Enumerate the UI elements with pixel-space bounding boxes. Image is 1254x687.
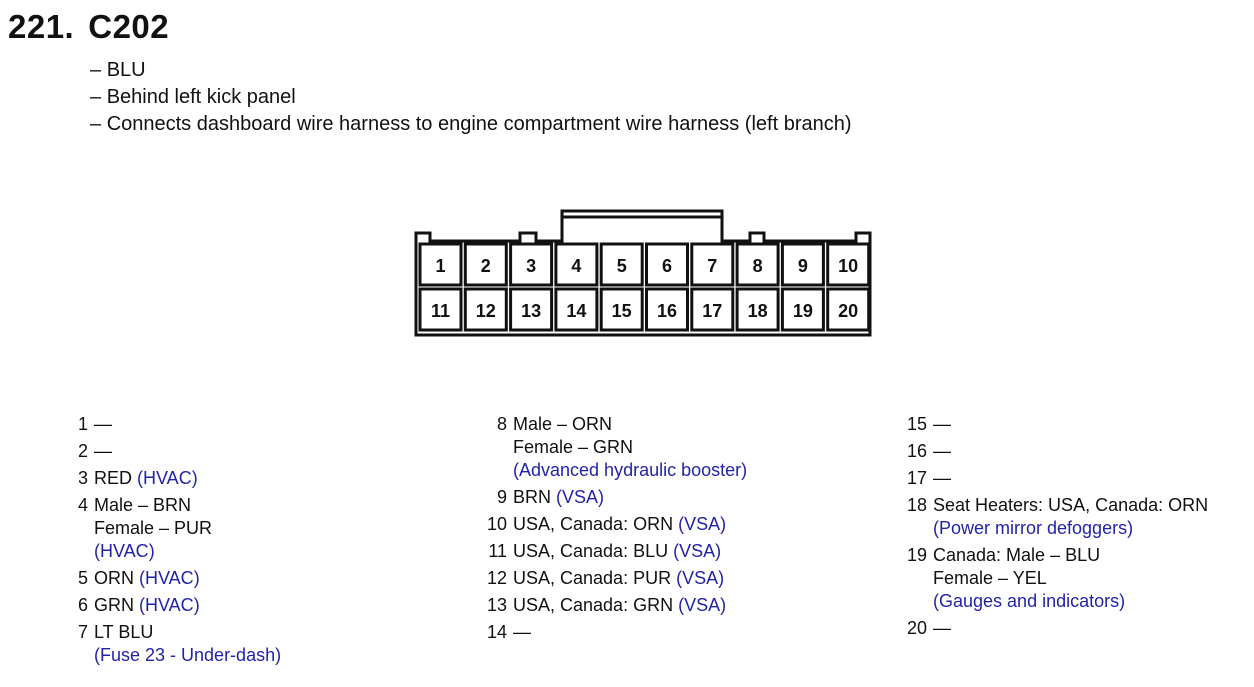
connector-color: – BLU (90, 57, 852, 84)
pin-description (513, 594, 747, 617)
pin-list-column-2 (473, 413, 747, 648)
wire-info: USA, Canada: PUR (513, 568, 672, 588)
wire-info: — (933, 441, 951, 461)
pin-entry (473, 513, 747, 536)
pin-entry (58, 413, 281, 436)
wire-info: Seat Heaters: USA, Canada: ORN (933, 495, 1209, 515)
pin-entry (473, 567, 747, 590)
pin-entry (893, 467, 1208, 490)
circuit-system-label: ( VSA ) (676, 568, 724, 588)
pin-description-line (933, 467, 1208, 490)
circuit-system-label: ( HVAC ) (94, 541, 155, 561)
pin-entry (58, 567, 281, 590)
pin-number: 9 (496, 487, 507, 507)
pin-cavity-label: 8 (752, 256, 763, 276)
pin-cavity-label: 15 (611, 301, 632, 321)
pin-description (513, 513, 747, 536)
wire-info: Canada: Male – BLU (933, 545, 1101, 565)
pin-cavity-label: 4 (571, 256, 582, 276)
pin-description (933, 440, 1208, 463)
pin-description-line (513, 459, 747, 482)
pin-number: 13 (486, 595, 507, 615)
wire-info: BRN (513, 487, 552, 507)
connector-name: C202 (88, 8, 170, 45)
circuit-system-label: ( Power mirror defoggers ) (933, 518, 1133, 538)
pin-cavity-label: 7 (707, 256, 718, 276)
pin-entry (893, 413, 1208, 436)
pin-number: 17 (906, 468, 927, 488)
pin-number: 14 (486, 622, 507, 642)
wire-info: USA, Canada: BLU (513, 541, 669, 561)
wire-info: USA, Canada: ORN (513, 514, 674, 534)
pin-description-line (513, 594, 747, 617)
pin-grid (420, 244, 869, 330)
pin-description (94, 567, 281, 590)
pin-description-line (933, 590, 1208, 613)
pin-number: 2 (77, 441, 88, 461)
pin-description (513, 413, 747, 482)
pin-entry (473, 486, 747, 509)
wire-info: — (513, 622, 531, 642)
wire-info: ORN (94, 568, 134, 588)
pin-cavity-label: 6 (661, 256, 673, 276)
pin-number: 4 (77, 495, 88, 515)
pin-entry (58, 440, 281, 463)
pin-number: 18 (906, 495, 927, 515)
pin-entry (58, 467, 281, 490)
pin-description (933, 544, 1208, 613)
pin-entry (893, 440, 1208, 463)
pin-description-line (513, 486, 747, 509)
pin-description-line (933, 494, 1208, 517)
pin-cavity-label: 18 (747, 301, 768, 321)
pin-entry (473, 413, 747, 482)
circuit-system-label: ( VSA ) (678, 514, 726, 534)
pin-description (94, 621, 281, 667)
pin-description-line (94, 517, 281, 540)
circuit-system-label: ( HVAC ) (139, 568, 200, 588)
pin-number: 12 (486, 568, 507, 588)
pin-description (933, 413, 1208, 436)
page-title (8, 8, 169, 46)
pin-number: 5 (77, 568, 88, 588)
pin-description-line (94, 494, 281, 517)
pin-description-line (513, 513, 747, 536)
circuit-system-label: ( VSA ) (556, 487, 604, 507)
pin-entry (473, 594, 747, 617)
pin-description-line (513, 567, 747, 590)
wire-info: Male – ORN (513, 414, 613, 434)
pin-description-line (94, 540, 281, 563)
circuit-system-label: ( Gauges and indicators ) (933, 591, 1125, 611)
wire-info: — (933, 618, 951, 638)
pin-description-line (513, 621, 747, 644)
pin-description-line (94, 413, 281, 436)
circuit-system-label: ( Advanced hydraulic booster ) (513, 460, 747, 480)
pin-entry (893, 544, 1208, 613)
connector-location: – Behind left kick panel (90, 84, 852, 111)
pin-list-column-1 (58, 413, 281, 671)
pin-description-line (513, 413, 747, 436)
pin-description-line (933, 617, 1208, 640)
pin-cavity-label: 2 (480, 256, 491, 276)
wire-info: Male – BRN (94, 495, 192, 515)
connector-description (90, 57, 852, 138)
pin-number: 16 (906, 441, 927, 461)
wire-info: USA, Canada: GRN (513, 595, 674, 615)
circuit-system-label: ( VSA ) (678, 595, 726, 615)
pin-number: 3 (77, 468, 88, 488)
pin-cavity-label: 11 (430, 301, 451, 321)
pin-number: 15 (906, 414, 927, 434)
wire-info: LT BLU (94, 622, 154, 642)
pin-description (933, 617, 1208, 640)
pin-cavity-label: 1 (435, 256, 446, 276)
pin-description (513, 486, 747, 509)
pin-cavity-label: 10 (838, 256, 859, 276)
pin-description (94, 594, 281, 617)
pin-description (94, 440, 281, 463)
connector-purpose: – Connects dashboard wire harness to engine compartment wire harness (left branch) (90, 111, 852, 138)
pin-description-line (94, 467, 281, 490)
pin-description (94, 467, 281, 490)
pin-cavity-label: 19 (792, 301, 813, 321)
circuit-system-label: ( HVAC ) (139, 595, 200, 615)
pin-number: 20 (906, 618, 927, 638)
pin-cavity-label: 12 (475, 301, 496, 321)
pin-description-line (94, 644, 281, 667)
pin-cavity-label: 17 (702, 301, 723, 321)
pin-description-line (94, 567, 281, 590)
pin-number: 8 (496, 414, 507, 434)
wire-info: GRN (94, 595, 134, 615)
wire-info: Female – PUR (94, 518, 213, 538)
pin-description-line (94, 440, 281, 463)
pin-description (933, 467, 1208, 490)
wire-info: RED (94, 468, 133, 488)
circuit-system-label: ( VSA ) (673, 541, 721, 561)
pin-description (933, 494, 1208, 540)
pin-cavity-label: 20 (838, 301, 859, 321)
pin-cavity-label: 5 (616, 256, 627, 276)
pin-entry (58, 594, 281, 617)
wire-info: — (94, 441, 112, 461)
pin-cavity-label: 3 (526, 256, 537, 276)
pin-description-line (933, 544, 1208, 567)
pin-description-line (933, 440, 1208, 463)
connector-face-diagram (410, 205, 880, 345)
pin-entry (58, 494, 281, 563)
section-number: 221. (8, 8, 75, 45)
pin-list-column-3 (893, 413, 1208, 644)
pin-cavity-label: 9 (797, 256, 808, 276)
pin-description (513, 621, 747, 644)
pin-number: 1 (77, 414, 88, 434)
wire-info: — (94, 414, 112, 434)
pin-entry (893, 617, 1208, 640)
pin-entry (58, 621, 281, 667)
wire-info: Female – YEL (933, 568, 1047, 588)
pin-description-line (933, 517, 1208, 540)
pin-description (513, 540, 747, 563)
circuit-system-label: ( HVAC ) (137, 468, 198, 488)
wire-info: Female – GRN (513, 437, 634, 457)
wire-info: — (933, 414, 951, 434)
pin-entry (473, 540, 747, 563)
wire-info: — (933, 468, 951, 488)
pin-description-line (94, 594, 281, 617)
pin-cavity-label: 16 (656, 301, 678, 321)
pin-cavity-label: 13 (521, 301, 542, 321)
pin-number: 6 (77, 595, 88, 615)
pin-cavity-label: 14 (566, 301, 587, 321)
pin-description-line (94, 621, 281, 644)
pin-description-line (933, 413, 1208, 436)
pin-description (513, 567, 747, 590)
pin-description (94, 413, 281, 436)
circuit-system-label: ( Fuse 23 - Under-dash ) (94, 645, 281, 665)
pin-number: 19 (906, 545, 927, 565)
pin-entry (473, 621, 747, 644)
pin-entry (893, 494, 1208, 540)
pin-description-line (513, 540, 747, 563)
pin-description-line (513, 436, 747, 459)
pin-description (94, 494, 281, 563)
pin-number: 7 (77, 622, 88, 642)
pin-number: 10 (486, 514, 507, 534)
pin-description-line (933, 567, 1208, 590)
pin-number: 11 (488, 541, 507, 561)
